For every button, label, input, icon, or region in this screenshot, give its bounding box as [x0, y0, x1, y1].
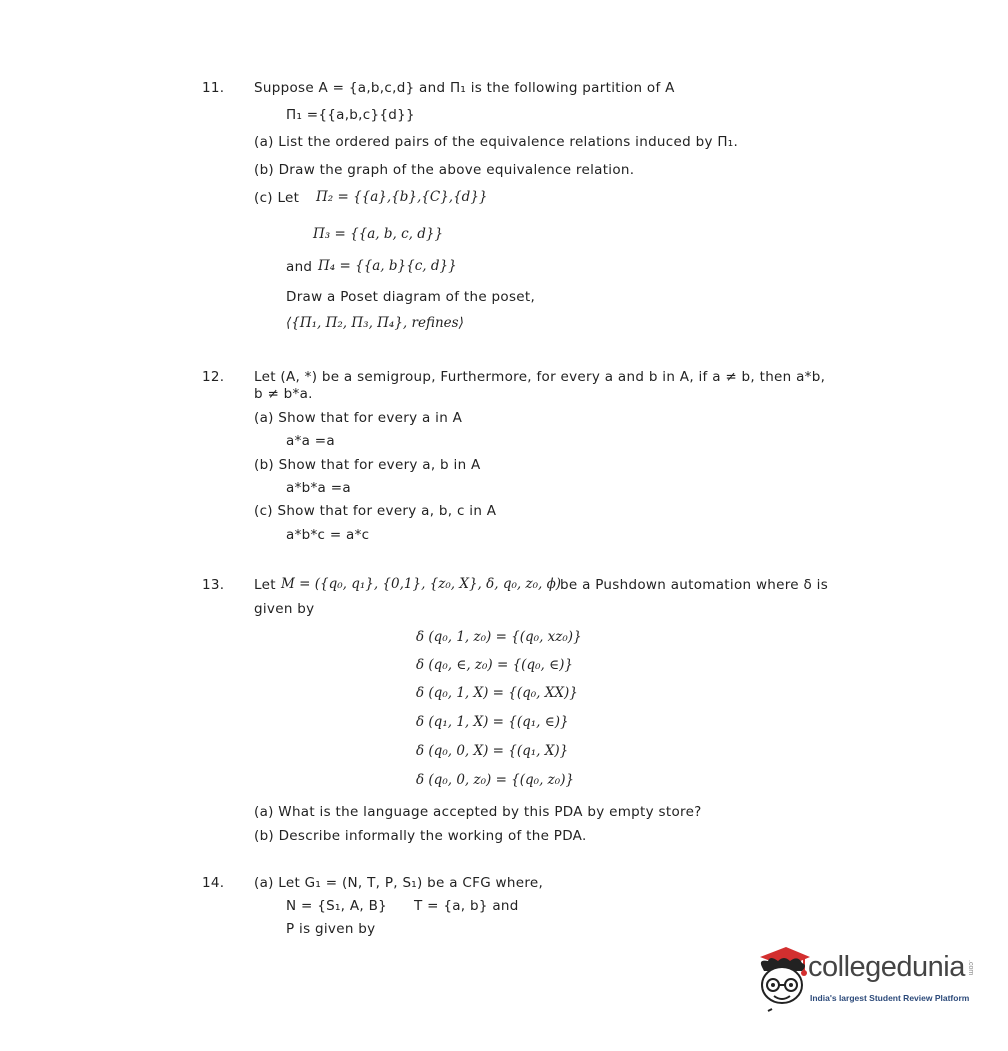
logo-tagline: India's largest Student Review Platform [810, 993, 970, 1003]
transition-6: δ (q₀, 0, z₀) = {(q₀, z₀)} [416, 772, 575, 788]
transition-4: δ (q₁, 1, X) = {(q₁, ∈)} [416, 714, 569, 730]
question-11-part-b: (b) Draw the graph of the above equivalence relation. [254, 162, 635, 178]
pda-definition: M = ({q₀, q₁}, {0,1}, {z₀, X}, δ, q₀, z₀, ϕ) [281, 576, 562, 592]
transition-1: δ (q₀, 1, z₀) = {(q₀, xz₀)} [416, 629, 582, 645]
logo-com: .com [967, 960, 974, 976]
question-11-part-c-label: (c) Let [254, 190, 300, 206]
poset-expression: ⟨{Π₁, Π₂, Π₃, Π₄}, refines⟩ [286, 315, 464, 331]
question-12-part-b-equation: a*b*a =a [286, 480, 351, 496]
question-13-part-a: (a) What is the language accepted by this PDA by empty store? [254, 804, 702, 820]
question-12-part-a: (a) Show that for every a in A [254, 410, 463, 426]
transition-2: δ (q₀, ∈, z₀) = {(q₀, ∈)} [416, 657, 573, 673]
question-13-number: 13. [202, 577, 225, 593]
partition-pi2: Π₂ = {{a},{b},{C},{d}} [316, 189, 488, 205]
question-11-part-a: (a) List the ordered pairs of the equivalence relations induced by Π₁. [254, 134, 739, 150]
question-11-intro: Suppose A = {a,b,c,d} and Π₁ is the following partition of A [254, 80, 675, 96]
grammar-productions-label: P is given by [286, 921, 376, 937]
question-12-part-b: (b) Show that for every a, b in A [254, 457, 481, 473]
question-12-part-c-equation: a*b*c = a*c [286, 527, 370, 543]
logo-wordmark: collegedunia [808, 951, 965, 983]
question-13-intro-rest: be a Pushdown automation where δ is [560, 577, 829, 593]
and-label: and [286, 259, 313, 275]
question-11-poset-instruction: Draw a Poset diagram of the poset, [286, 289, 536, 305]
question-11-number: 11. [202, 80, 225, 96]
transition-3: δ (q₀, 1, X) = {(q₀, XX)} [416, 685, 578, 701]
question-12-part-c: (c) Show that for every a, b, c in A [254, 503, 497, 519]
question-13-intro-let: Let [254, 577, 276, 593]
question-14-part-a: (a) Let G₁ = (N, T, P, S₁) be a CFG where, [254, 875, 544, 891]
question-13-part-b: (b) Describe informally the working of the PDA. [254, 828, 587, 844]
partition-pi4: Π₄ = {{a, b}{c, d}} [318, 258, 457, 274]
partition-pi3: Π₃ = {{a, b, c, d}} [313, 226, 444, 242]
transition-5: δ (q₀, 0, X) = {(q₁, X)} [416, 743, 569, 759]
question-12-number: 12. [202, 369, 225, 385]
question-13-intro-line2: given by [254, 601, 315, 617]
grammar-terminals: T = {a, b} and [414, 898, 519, 914]
question-14-number: 14. [202, 875, 225, 891]
grammar-nonterminals: N = {S₁, A, B} [286, 898, 388, 914]
partition-pi1: Π₁ ={{a,b,c}{d}} [286, 107, 415, 123]
question-12-part-a-equation: a*a =a [286, 433, 335, 449]
question-12-intro-line2: b ≠ b*a. [254, 386, 313, 402]
question-12-intro-line1: Let (A, *) be a semigroup, Furthermore, for every a and b in A, if a ≠ b, then a*b, [254, 369, 826, 385]
